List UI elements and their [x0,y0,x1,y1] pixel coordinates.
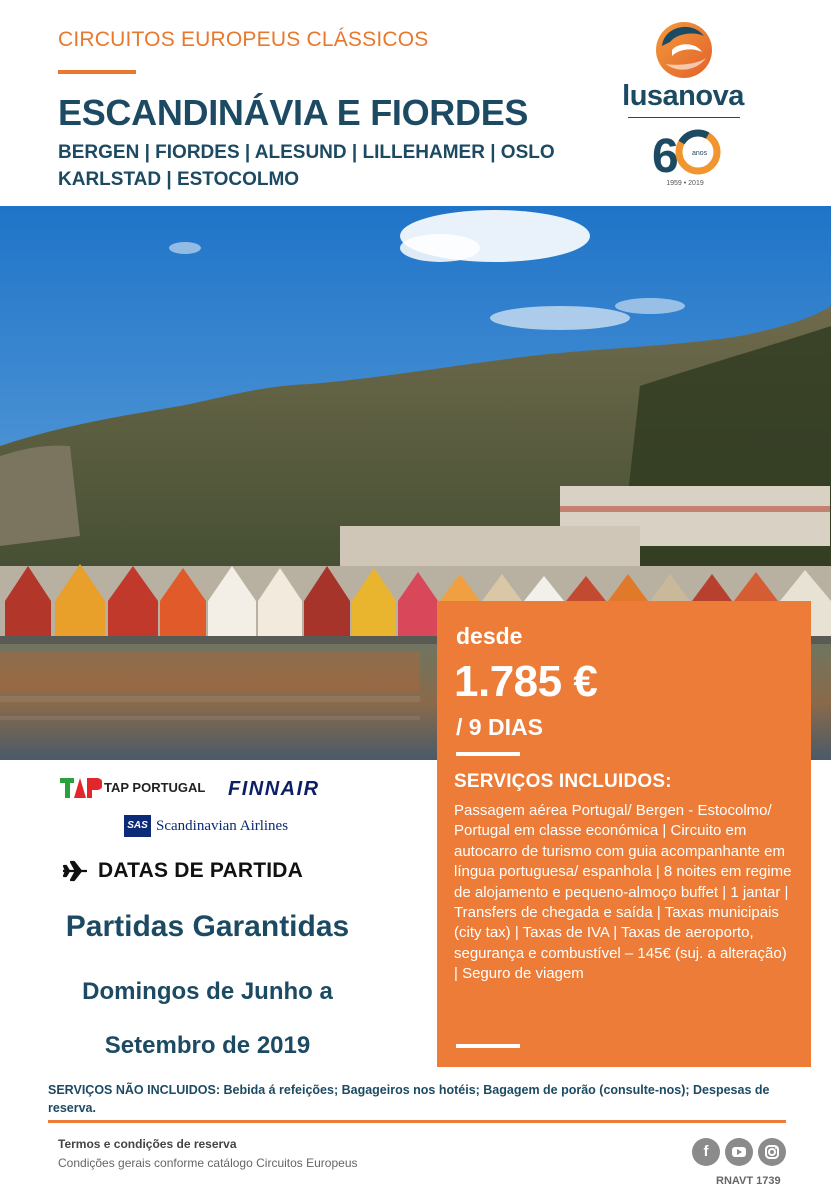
logo-divider [628,117,740,118]
license-number: RNAVT 1739 [716,1175,781,1187]
departure-dates-heading: DATAS DE PARTIDA [98,859,304,882]
lusanova-logo-icon [648,12,720,82]
itinerary-line-1: BERGEN | FIORDES | ALESUND | LILLEHAMER | OSLO [58,142,555,163]
tap-airline-name: TAP PORTUGAL [104,780,206,795]
brand-wordmark: lusanova [622,80,744,112]
instagram-icon[interactable] [758,1138,786,1166]
itinerary-line-2: KARLSTAD | ESTOCOLMO [58,169,300,190]
airplane-icon [62,860,88,882]
guaranteed-departures: Partidas Garantidas [65,910,350,943]
footer-divider [48,1120,786,1123]
included-services-text: Passagem aérea Portugal/ Bergen - Estocolmo/ Portugal em classe económica | Circuito em autocarro de turismo com guia acompanhante em língua portuguesa/ espanhola | 8 noites em regime de alojamento e pequeno-almoço buffet | 1 jantar | Transfers de chegada e saída | Taxas municipais (city tax) | Taxas de IVA | Taxas de aeroporto, segurança e combustível – 145€ (suj. a alteração) | Seguro de viagem [454,802,792,983]
anniversary-label: anos [692,150,708,157]
departure-dates-line-1: Domingos de Junho a [82,978,333,1005]
tap-logo-icon [60,776,102,800]
kicker-divider [58,70,136,74]
sixty-years-emblem-icon [650,128,722,178]
offer-divider-top [456,752,520,756]
price-value: 1.785 € [454,657,598,706]
trip-duration: / 9 DIAS [456,714,543,740]
page-title: ESCANDINÁVIA E FIORDES [58,92,529,133]
offer-divider-bottom [456,1044,520,1048]
included-services-heading: SERVIÇOS INCLUIDOS: [454,771,672,792]
sas-airline-name: Scandinavian Airlines [156,818,289,834]
sas-logo-icon: SAS [124,815,151,837]
price-from-label: desde [456,623,523,649]
offer-box [437,601,811,1067]
finnair-logo: FINNAIR [228,778,320,800]
youtube-icon[interactable] [725,1138,753,1166]
anniversary-years: 1959 • 2019 [666,180,704,187]
facebook-icon[interactable]: f [692,1138,720,1166]
terms-link[interactable]: Termos e condições de reserva [58,1137,237,1151]
departure-dates-line-2: Setembro de 2019 [104,1032,311,1059]
svg-text:6: 6 [652,130,679,178]
not-included-text: Bebida á refeições; Bagageiros nos hotéis; Bagagem de porão (consulte-nos); Despesas de reserva. [48,1083,770,1115]
not-included-label: SERVIÇOS NÃO INCLUIDOS: [48,1083,221,1097]
not-included-services [48,1081,788,1117]
terms-text: Condições gerais conforme catálogo Circuitos Europeus [58,1156,358,1170]
series-kicker: CIRCUITOS EUROPEUS CLÁSSICOS [58,28,429,51]
